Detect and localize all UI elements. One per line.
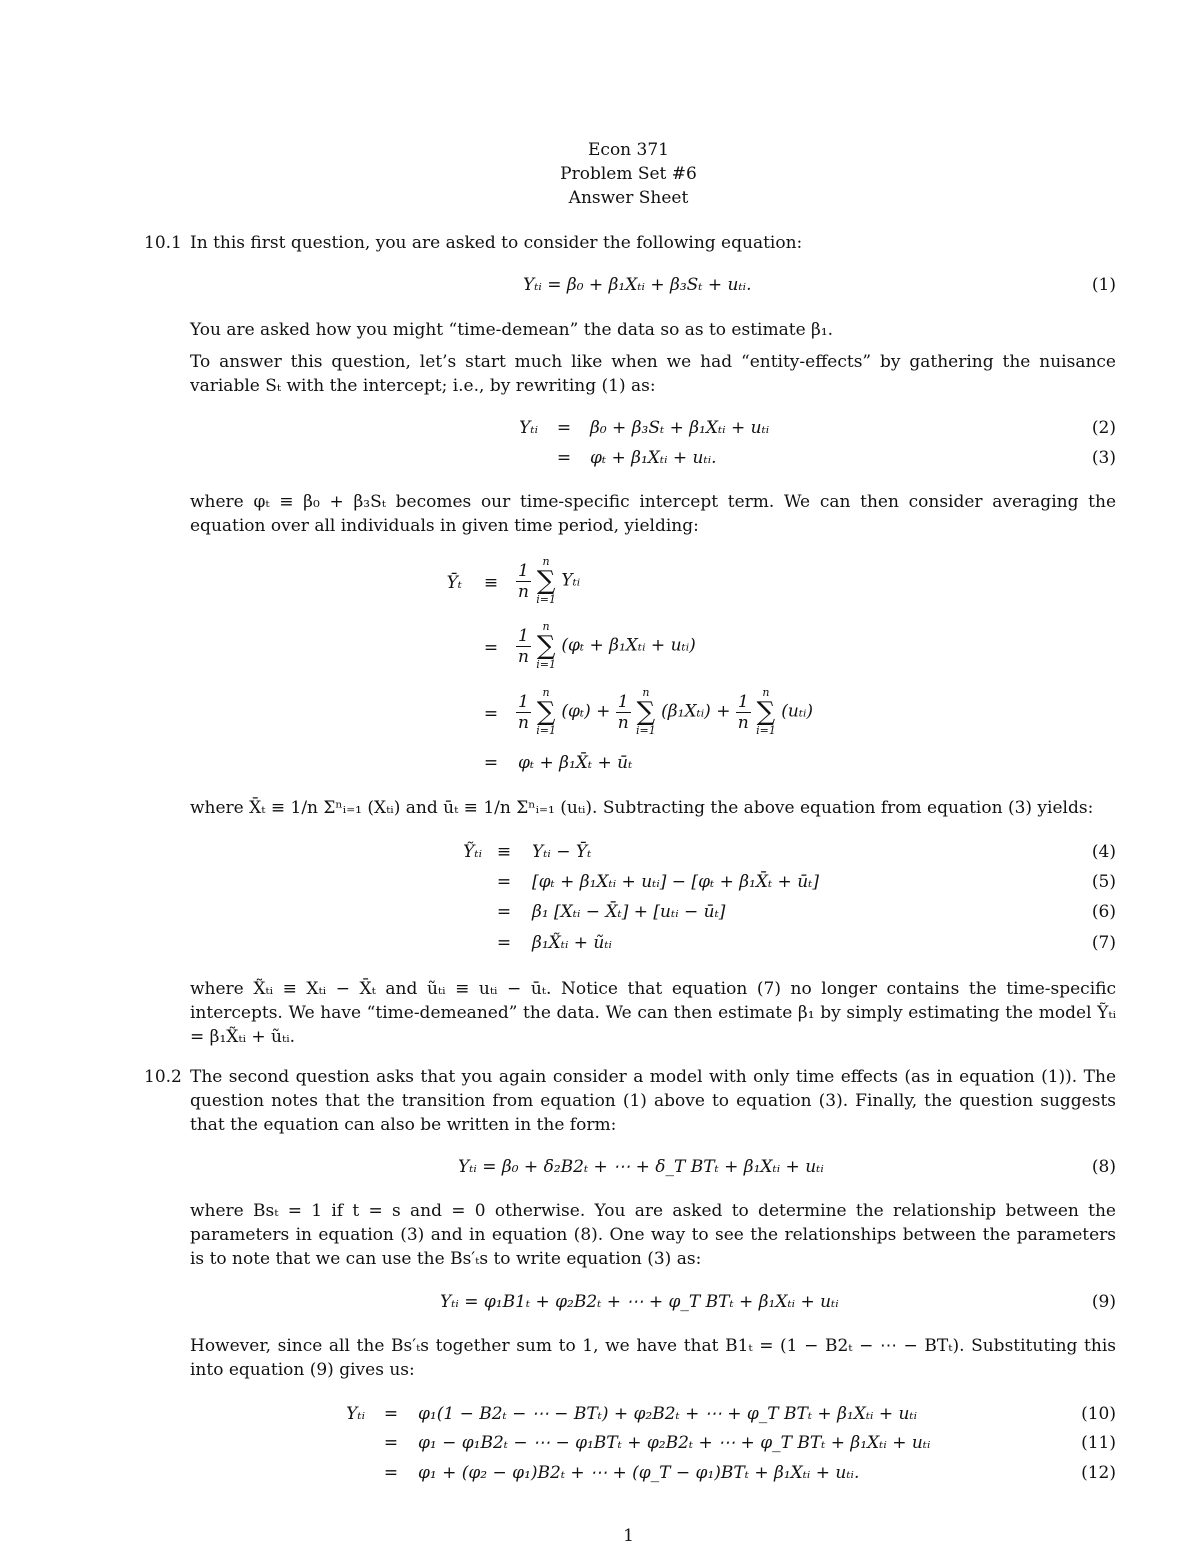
equation-4-rhs: Yₜᵢ − Ȳₜ (532, 842, 592, 862)
equation-11-rhs: φ₁ − φ₁B2ₜ − ⋯ − φ₁BTₜ + φ₂B2ₜ + ⋯ + φ_T BTₜ + β₁Xₜᵢ + uₜᵢ (418, 1433, 931, 1453)
problem-set-title: Problem Set #6 (560, 164, 697, 184)
summation-symbol: n ∑ i=1 (536, 555, 556, 606)
equation-6-rel: = (496, 902, 512, 922)
equation-10-lhs: Yₜᵢ (346, 1404, 365, 1424)
equation-5-rhs: [φₜ + β₁Xₜᵢ + uₜᵢ] − [φₜ + β₁X̄ₜ + ūₜ] (532, 872, 819, 892)
average-lhs: Ȳₜ (446, 573, 462, 593)
equation-6-number: (6) (1091, 902, 1116, 922)
q1-paragraph-2: To answer this question, let’s start much like when we had “entity-effects” by gathering the nuisance variable Sₜ with the intercept; i.e., by rewriting (1) as: (190, 352, 1116, 396)
q2-paragraph-1: where Bsₜ = 1 if t = s and = 0 otherwise. You are asked to determine the relationship between the parameters in equation (3) and in equation (8). One way to see the relationships between the parameters is to note that we can use the Bs′ₜs to write equation (3) as: (190, 1201, 1116, 1269)
q1-paragraph-4: where X̄ₜ ≡ 1/n Σⁿᵢ₌₁ (Xₜᵢ) and ūₜ ≡ 1/n Σⁿᵢ₌₁ (uₜᵢ). Subtracting the above equation from equation (3) yields: (190, 798, 1094, 818)
equation-4-lhs: Ỹₜᵢ (463, 842, 482, 862)
average-rel-4: = (483, 753, 499, 773)
equation-9: Yₜᵢ = φ₁B1ₜ + φ₂B2ₜ + ⋯ + φ_T BTₜ + β₁Xₜᵢ + uₜᵢ (440, 1292, 839, 1312)
summation-symbol: n ∑ i=1 (536, 686, 556, 737)
q1-paragraph-5: where X̃ₜᵢ ≡ Xₜᵢ − X̄ₜ and ũₜᵢ ≡ uₜᵢ − ūₜ. Notice that equation (7) no longer contains the time-specific intercepts. We have “time-demeaned” the data. We can then estimate β₁ by simply estimating the model Ỹₜᵢ = β₁X̃ₜᵢ + ũₜᵢ. (190, 979, 1116, 1047)
q1-label: 10.1 (144, 233, 182, 253)
equation-5-rel: = (496, 872, 512, 892)
summation-symbol: n ∑ i=1 (756, 686, 776, 737)
equation-8-number: (8) (1091, 1157, 1116, 1177)
equation-7-rel: = (496, 933, 512, 953)
equation-10-number: (10) (1081, 1404, 1116, 1424)
q2-paragraph-2: However, since all the Bs′ₜs together sum to 1, we have that B1ₜ = (1 − B2ₜ − ⋯ − BTₜ). Substituting this into equation (9) gives us: (190, 1336, 1116, 1380)
page-number: 1 (623, 1526, 634, 1546)
equation-2-number: (2) (1091, 418, 1116, 438)
equation-2-lhs: Yₜᵢ (519, 418, 538, 438)
equation-5-number: (5) (1091, 872, 1116, 892)
doc-type-title: Answer Sheet (568, 188, 689, 208)
equation-11-number: (11) (1081, 1433, 1116, 1453)
q1-intro: In this first question, you are asked to consider the following equation: (190, 233, 803, 253)
equation-3-rhs: φₜ + β₁Xₜᵢ + uₜᵢ. (590, 448, 717, 468)
average-rel-3: = (483, 704, 499, 724)
equation-12-rel: = (383, 1463, 399, 1483)
equation-10-rhs: φ₁(1 − B2ₜ − ⋯ − BTₜ) + φ₂B2ₜ + ⋯ + φ_T BTₜ + β₁Xₜᵢ + uₜᵢ (418, 1404, 918, 1424)
fraction: $\frac{1}{n}$ (517, 560, 529, 602)
equation-9-number: (9) (1091, 1292, 1116, 1312)
course-title: Econ 371 (588, 140, 669, 160)
equation-11-rel: = (383, 1433, 399, 1453)
q2-label: 10.2 (144, 1067, 182, 1087)
q1-paragraph-3: where φₜ ≡ β₀ + β₃Sₜ becomes our time-specific intercept term. We can then consider averaging the equation over all individuals in given time period, yielding: (190, 492, 1116, 536)
equation-6-rhs: β₁ [Xₜᵢ − X̄ₜ] + [uₜᵢ − ūₜ] (532, 902, 726, 922)
average-step-4: φₜ + β₁X̄ₜ + ūₜ (518, 753, 633, 773)
equation-7-number: (7) (1091, 933, 1116, 953)
equation-4-rel: ≡ (496, 842, 512, 862)
equation-8: Yₜᵢ = β₀ + δ₂B2ₜ + ⋯ + δ_T BTₜ + β₁Xₜᵢ + uₜᵢ (458, 1157, 824, 1177)
q2-intro: The second question asks that you again consider a model with only time effects (as in equation (1)). The question notes that the transition from equation (1) above to equation (3). Finally, the question suggests that the equation can also be written in the form: (190, 1067, 1116, 1135)
summation-symbol: n ∑ i=1 (636, 686, 656, 737)
q1-paragraph-1: You are asked how you might “time-demean” the data so as to estimate β₁. (190, 320, 834, 340)
average-rel-1: ≡ (483, 573, 499, 593)
equation-1-number: (1) (1091, 275, 1116, 295)
average-step-1: $\frac{1}{n}$ n ∑ i=1 Yₜᵢ (517, 555, 581, 606)
average-step-3: $\frac{1}{n}$ n ∑ i=1 (φₜ) + $\frac{1}{n}$ n ∑ i=1 (β₁Xₜᵢ) + $\frac{1}{n}$ n ∑ i=1 (uₜᵢ) (517, 686, 814, 737)
equation-1: Yₜᵢ = β₀ + β₁Xₜᵢ + β₃Sₜ + uₜᵢ. (523, 275, 752, 295)
average-step-2: $\frac{1}{n}$ n ∑ i=1 (φₜ + β₁Xₜᵢ + uₜᵢ) (517, 620, 696, 671)
average-rel-2: = (483, 638, 499, 658)
equation-12-number: (12) (1081, 1463, 1116, 1483)
equation-12-rhs: φ₁ + (φ₂ − φ₁)B2ₜ + ⋯ + (φ_T − φ₁)BTₜ + β₁Xₜᵢ + uₜᵢ. (418, 1463, 860, 1483)
summation-symbol: n ∑ i=1 (536, 620, 556, 671)
equation-3-rel: = (556, 448, 572, 468)
equation-2-rhs: β₀ + β₃Sₜ + β₁Xₜᵢ + uₜᵢ (590, 418, 770, 438)
equation-7-rhs: β₁X̃ₜᵢ + ũₜᵢ (532, 933, 612, 953)
equation-3-number: (3) (1091, 448, 1116, 468)
equation-10-rel: = (383, 1404, 399, 1424)
equation-4-number: (4) (1091, 842, 1116, 862)
equation-2-rel: = (556, 418, 572, 438)
